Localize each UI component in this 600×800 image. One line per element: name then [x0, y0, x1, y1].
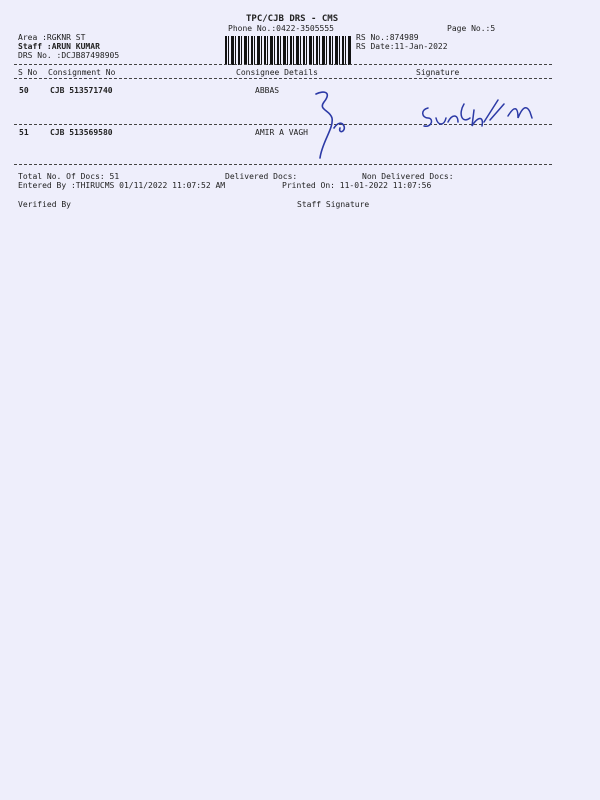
delivered-docs: Delivered Docs:: [225, 172, 298, 181]
document-title: TPC/CJB DRS - CMS: [246, 14, 339, 24]
verified-by: Verified By: [18, 200, 71, 209]
page-number: Page No.:5: [447, 24, 496, 33]
column-header-consignment: Consignment No: [48, 68, 116, 77]
divider: [14, 164, 552, 165]
divider: [14, 64, 552, 65]
divider: [14, 78, 552, 79]
column-header-consignee: Consignee Details: [236, 68, 318, 77]
handwritten-signature: [418, 96, 544, 136]
staff-label: Staff :ARUN KUMAR: [18, 42, 100, 51]
drs-number: DRS No. :DCJB87498905: [18, 51, 120, 60]
row-sno: 51: [19, 128, 29, 137]
non-delivered-docs: Non Delivered Docs:: [362, 172, 454, 181]
row-consignee: ABBAS: [255, 86, 280, 95]
row-consignment-no: CJB 513571740: [50, 86, 113, 95]
rs-date: RS Date:11-Jan-2022: [356, 42, 448, 51]
row-consignee: AMIR A VAGH: [255, 128, 308, 137]
phone-number: Phone No.:0422-3505555: [228, 24, 334, 33]
column-header-signature: Signature: [416, 68, 460, 77]
row-sno: 50: [19, 86, 29, 95]
total-docs: Total No. Of Docs: 51: [18, 172, 120, 181]
barcode-image: [225, 36, 352, 65]
printed-on: Printed On: 11-01-2022 11:07:56: [282, 181, 432, 190]
area-label: Area :RGKNR ST: [18, 33, 86, 42]
entered-by: Entered By :THIRUCMS 01/11/2022 11:07:52 AM: [18, 181, 226, 190]
rs-number: RS No.:874989: [356, 33, 419, 42]
handwritten-signature: [310, 88, 360, 164]
column-header-sno: S No: [18, 68, 38, 77]
row-consignment-no: CJB 513569580: [50, 128, 113, 137]
staff-signature-label: Staff Signature: [297, 200, 370, 209]
